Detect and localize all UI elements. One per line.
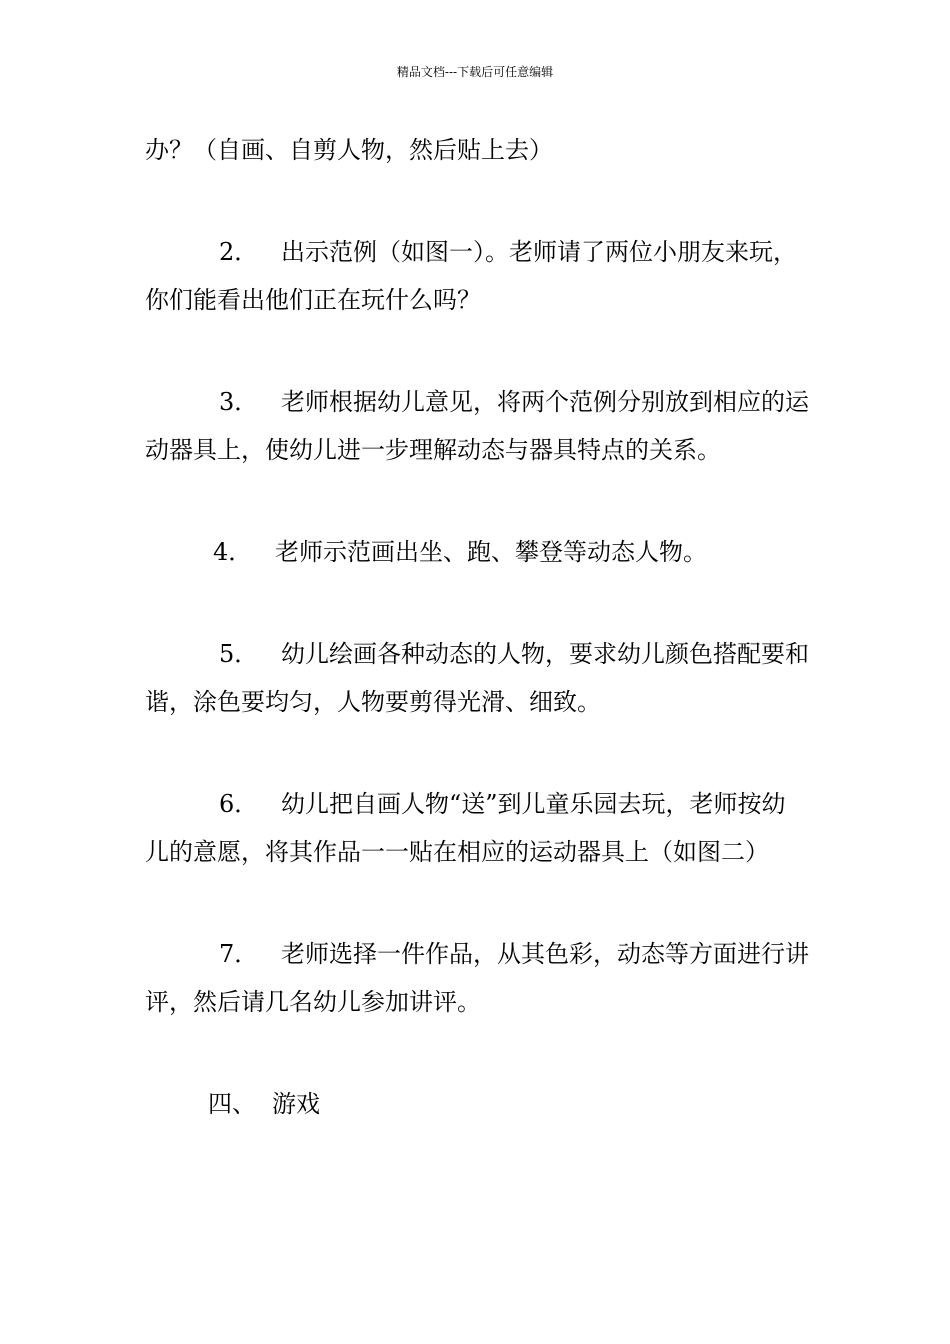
section-number: 四、 — [208, 1090, 256, 1118]
step-5-paragraph — [145, 630, 809, 726]
step-text: 幼儿绘画各种动态的人物，要求幼儿颜色搭配要和谐，涂色要均匀，人物要剪得光滑、细致。 — [145, 640, 809, 716]
section-heading — [145, 1080, 809, 1128]
step-text: 出示范例（如图一）。老师请了两位小朋友来玩，你们能看出他们正在玩什么吗？ — [145, 238, 797, 314]
step-number: 6． — [219, 790, 259, 818]
step-text: 老师示范画出坐、跑、攀登等动态人物。 — [275, 538, 707, 566]
step-text: 老师根据幼儿意见，将两个范例分别放到相应的运动器具上，使幼儿进一步理解动态与器具特点的关系。 — [145, 388, 809, 464]
step-2-paragraph — [145, 228, 809, 324]
document-body — [145, 126, 809, 1128]
step-number: 3． — [219, 388, 259, 416]
step-3-paragraph — [145, 378, 809, 474]
step-6-paragraph — [145, 780, 809, 876]
step-number: 2． — [219, 238, 259, 266]
step-text: 老师选择一件作品，从其色彩，动态等方面进行讲评，然后请几名幼儿参加讲评。 — [145, 940, 809, 1016]
step-number: 4． — [213, 538, 253, 566]
step-number: 7． — [219, 940, 259, 968]
section-title: 游戏 — [272, 1090, 320, 1118]
lead-paragraph: 办？（自画、自剪人物，然后贴上去） — [145, 136, 553, 164]
step-number: 5． — [219, 640, 259, 668]
step-4-paragraph — [145, 528, 809, 576]
step-7-paragraph — [145, 930, 809, 1026]
step-text: 幼儿把自画人物“送”到儿童乐园去玩，老师按幼儿的意愿，将其作品一一贴在相应的运动器具上（如图二） — [145, 790, 786, 866]
page-header: 精品文档---下载后可任意编辑 — [396, 65, 554, 79]
